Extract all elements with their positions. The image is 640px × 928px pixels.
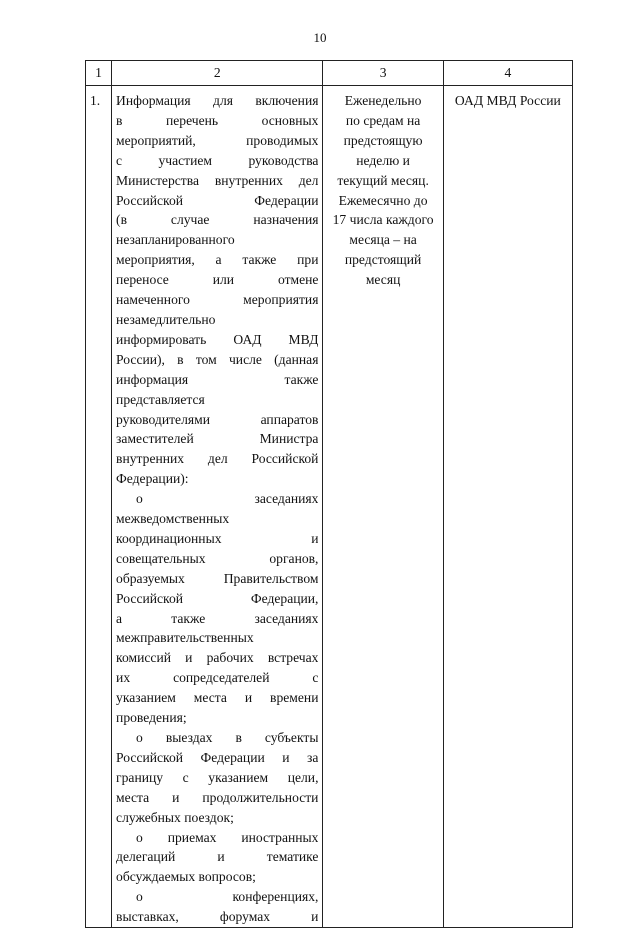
description-line: обсуждаемых вопросов; <box>116 869 256 885</box>
period-line: предстоящий <box>344 252 422 268</box>
table-row <box>86 86 573 928</box>
description-line: координационных и <box>116 530 319 546</box>
description-line: Информация для включения <box>116 93 319 108</box>
description-line: Федерации): <box>116 471 189 487</box>
period-line: предстоящую <box>343 132 423 148</box>
period-cell <box>323 86 443 928</box>
description-line: Российской Федерации и за <box>116 749 319 765</box>
description-line: образуемых Правительством <box>116 570 319 586</box>
table-header-row <box>86 61 573 86</box>
description-line: представляется <box>116 391 205 407</box>
description-line: мероприятия, а также при <box>116 252 319 268</box>
description-line: Министерства внутренних дел <box>116 172 319 188</box>
description-line: выставках, форумах и <box>116 909 319 925</box>
recipient-cell: ОАД МВД России <box>443 86 572 928</box>
description-line: незамедлительно <box>116 311 216 327</box>
description-cell <box>112 86 323 928</box>
period-line: неделю и <box>356 152 410 168</box>
description-line: служебных поездок; <box>116 809 234 825</box>
description-line: с участием руководства <box>116 152 319 168</box>
period-line: 17 числа каждого <box>332 212 434 228</box>
header-cell-4: 4 <box>443 61 572 86</box>
period-line: Еженедельно <box>344 93 422 108</box>
description-line: указанием места и времени <box>116 690 319 706</box>
period-line: месяца – на <box>349 232 417 248</box>
description-line: информация также <box>116 371 319 387</box>
description-line: межведомственных <box>116 511 230 527</box>
description-line: места и продолжительности <box>116 789 319 805</box>
description-line: комиссий и рабочих встречах <box>116 650 319 666</box>
description-line: а также заседаниях <box>116 610 319 626</box>
description-line: границу с указанием цели, <box>116 769 319 785</box>
description-line: информировать ОАД МВД <box>116 331 319 347</box>
description-line: в перечень основных <box>116 112 319 128</box>
document-table <box>85 60 573 928</box>
page-number: 10 <box>313 30 327 45</box>
description-line: о конференциях, <box>136 889 319 905</box>
description-line: внутренних дел Российской <box>116 451 319 467</box>
row-number: 1. <box>86 86 112 928</box>
description-line: межправительственных <box>116 630 254 646</box>
description-line: совещательных органов, <box>116 550 319 566</box>
description-line: руководителями аппаратов <box>116 411 319 427</box>
header-cell-2: 2 <box>112 61 323 86</box>
description-line: о заседаниях <box>136 491 319 507</box>
description-line: намеченного мероприятия <box>116 292 319 308</box>
description-line: России), в том числе (данная <box>116 351 319 367</box>
period-line: Ежемесячно до <box>338 192 428 208</box>
header-cell-1: 1 <box>86 61 112 86</box>
description-line: Российской Федерации <box>116 192 319 208</box>
description-line: о выездах в субъекты <box>136 730 319 745</box>
header-cell-3: 3 <box>323 61 443 86</box>
description-line: незапланированного <box>116 232 235 248</box>
description-line: их сопредседателей с <box>116 670 319 686</box>
description-line: делегаций и тематике <box>116 849 319 865</box>
period-line: текущий месяц. <box>337 172 429 188</box>
description-line: заместителей Министра <box>116 431 319 447</box>
period-line: по средам на <box>345 112 421 128</box>
description-line: мероприятий, проводимых <box>116 132 319 148</box>
description-line: (в случае назначения <box>116 212 319 228</box>
description-line: переносе или отмене <box>116 272 319 288</box>
period-line: месяц <box>365 272 401 288</box>
description-line: проведения; <box>116 710 187 726</box>
description-line: Российской Федерации, <box>116 590 319 606</box>
description-line: о приемах иностранных <box>136 829 319 845</box>
